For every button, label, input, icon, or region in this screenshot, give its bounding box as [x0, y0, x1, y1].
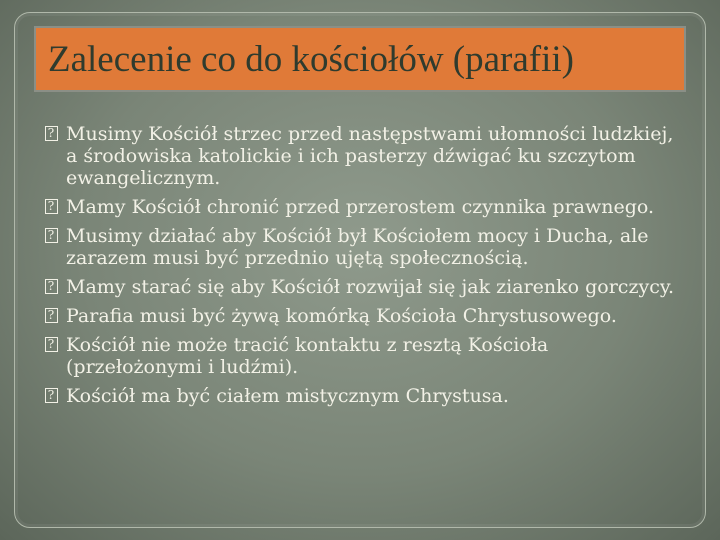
list-item-text: Kościół nie może tracić kontaktu z resztą Kościoła (przełożonymi i ludźmi).: [66, 334, 549, 378]
slide-title: Zalecenie co do kościołów (parafii): [48, 39, 574, 80]
bullet-glyph: ?: [45, 228, 58, 243]
list-item: [40, 196, 680, 218]
bullet-glyph: ?: [45, 308, 58, 323]
bullet-glyph: ?: [45, 337, 58, 352]
list-item: [40, 123, 680, 189]
bullet-box-icon: [40, 308, 62, 323]
bullet-box-icon: [40, 279, 62, 294]
bullet-box-icon: [40, 337, 62, 352]
bullet-glyph: ?: [45, 199, 58, 214]
list-item-text: Musimy działać aby Kościół był Kościołem mocy i Ducha, ale zarazem musi być przednio ujętą społecznością.: [66, 225, 649, 269]
list-item: [40, 276, 680, 298]
title-box: [34, 26, 686, 92]
list-item: [40, 385, 680, 407]
bullet-box-icon: [40, 388, 62, 403]
list-item-text: Kościół ma być ciałem mistycznym Chrystusa.: [66, 385, 509, 407]
bullet-box-icon: [40, 126, 62, 141]
list-item-text: Parafia musi być żywą komórką Kościoła Chrystusowego.: [66, 305, 617, 327]
list-item-text: Mamy starać się aby Kościół rozwijał się jak ziarenko gorczycy.: [66, 276, 675, 298]
bullet-glyph: ?: [45, 388, 58, 403]
bullet-glyph: ?: [45, 126, 58, 141]
bullet-box-icon: [40, 228, 62, 243]
list-item: [40, 305, 680, 327]
bullet-box-icon: [40, 199, 62, 214]
list-item-text: Musimy Kościół strzec przed następstwami ułomności ludzkiej, a środowiska katolickie i ich pasterzy dźwigać ku szczytom ewangelicznym.: [66, 123, 674, 189]
list-item: [40, 225, 680, 269]
list-item: [40, 334, 680, 378]
bullet-glyph: ?: [45, 279, 58, 294]
bullet-list: [40, 123, 680, 414]
list-item-text: Mamy Kościół chronić przed przerostem czynnika prawnego.: [66, 196, 655, 218]
